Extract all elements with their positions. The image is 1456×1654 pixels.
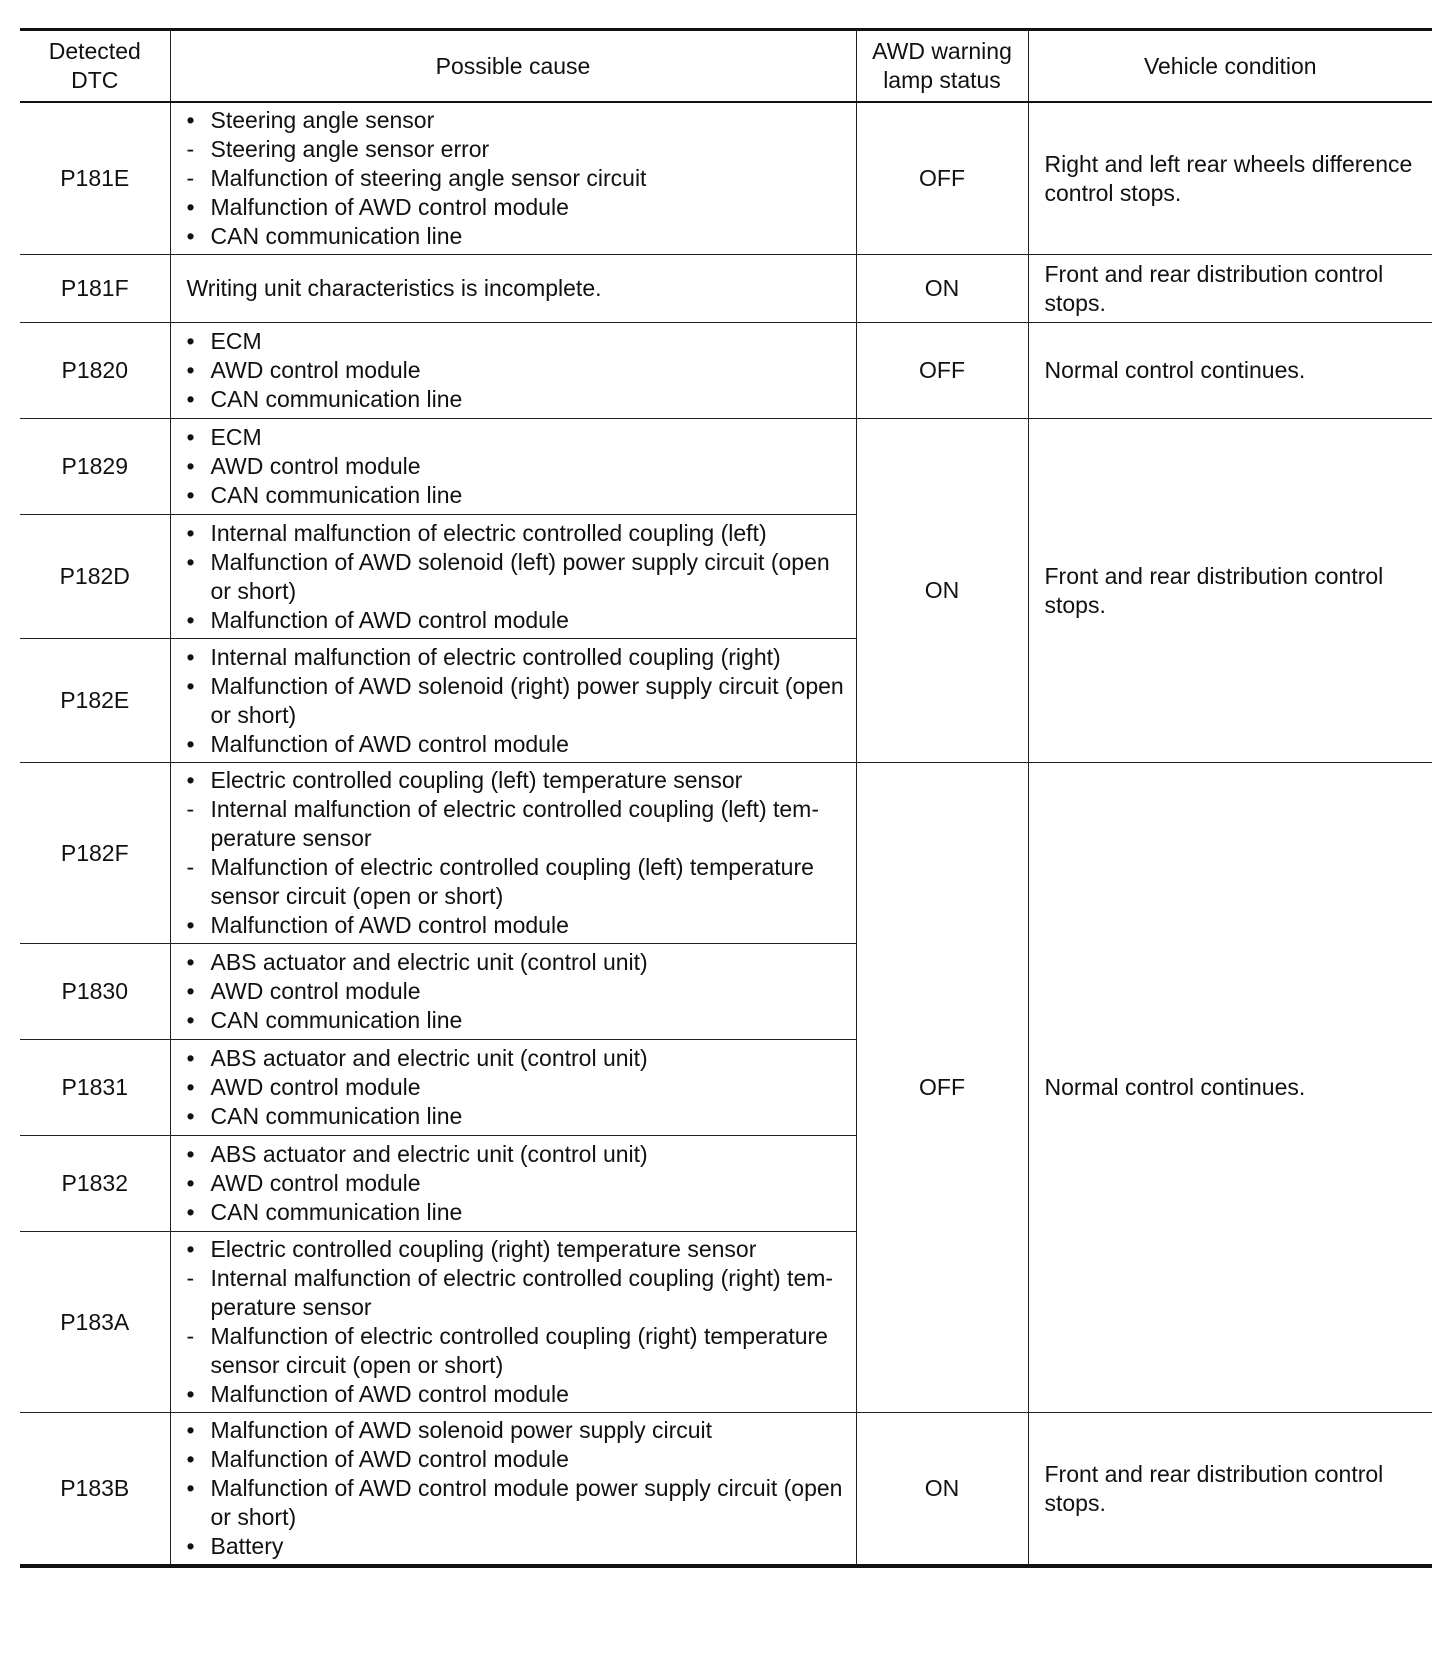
cause-item: [187, 911, 848, 940]
table-body: [20, 102, 1432, 1566]
bullet-marker: •: [186, 912, 195, 938]
header-dtc-line1: Detected: [48, 38, 141, 64]
cause-list: [187, 1044, 848, 1131]
cause-item: [187, 1416, 848, 1445]
vehicle-condition: Front and rear distribution control stops.: [1028, 1413, 1432, 1567]
dash-marker: -: [186, 1323, 195, 1349]
cause-item-text: ECM: [210, 424, 262, 450]
cause-item-text: Malfunction of AWD control module: [210, 1446, 569, 1472]
bullet-marker: •: [186, 978, 195, 1004]
table-row: [20, 102, 1432, 255]
bullet-marker: •: [186, 643, 195, 670]
lamp-status: OFF: [856, 102, 1028, 255]
cause-item: [187, 356, 848, 385]
bullet-marker: •: [186, 730, 195, 757]
header-lamp-line2: lamp status: [883, 67, 1001, 93]
cause-item-text: Internal malfunction of electric controlled coupling (left) tem-perature sensor: [210, 796, 820, 851]
cause-item: [187, 452, 848, 481]
bullet-marker: •: [186, 1007, 195, 1033]
cause-item: [187, 977, 848, 1006]
lamp-status: OFF: [856, 323, 1028, 419]
cause-item-text: Malfunction of AWD control module: [210, 194, 569, 220]
cause-item-text: AWD control module: [210, 1170, 421, 1196]
bullet-marker: •: [186, 519, 195, 546]
cause-item-text: CAN communication line: [210, 1103, 463, 1129]
cause-item: [187, 385, 848, 414]
vehicle-condition: Front and rear distribution control stops.: [1028, 419, 1432, 763]
header-cause: Possible cause: [170, 30, 856, 103]
bullet-marker: •: [186, 453, 195, 479]
dtc-code: P1831: [20, 1040, 170, 1136]
cause-item-text: Malfunction of AWD control module: [210, 1381, 569, 1407]
cause-item-text: ABS actuator and electric unit (control unit): [210, 1141, 648, 1167]
header-lamp-line1: AWD warning: [872, 38, 1012, 64]
bullet-marker: •: [186, 1103, 195, 1129]
lamp-status: ON: [856, 255, 1028, 323]
cause-list: [187, 948, 848, 1035]
possible-cause: [170, 255, 856, 323]
cause-item-text: AWD control module: [210, 453, 421, 479]
possible-cause: [170, 419, 856, 515]
bullet-marker: •: [186, 767, 195, 793]
sub-cause-item: [187, 1264, 848, 1322]
cause-item: [187, 1102, 848, 1131]
cause-list: [187, 1140, 848, 1227]
cause-list: [187, 423, 848, 510]
cause-list: [187, 519, 848, 635]
dtc-code: P1829: [20, 419, 170, 515]
dtc-code: P182E: [20, 639, 170, 763]
table-row: [20, 1413, 1432, 1567]
cause-item: [187, 423, 848, 452]
possible-cause: [170, 763, 856, 944]
bullet-marker: •: [186, 1533, 195, 1559]
table-row: [20, 323, 1432, 419]
cause-item-text: Malfunction of electric controlled coupling (right) temperature sensor circuit (open or short): [210, 1323, 828, 1378]
cause-item-text: CAN communication line: [210, 386, 463, 412]
table-row: [20, 255, 1432, 323]
cause-item-text: CAN communication line: [210, 482, 463, 508]
cause-item: [187, 766, 848, 795]
cause-list: [187, 327, 848, 414]
cause-item: [187, 481, 848, 510]
lamp-status: ON: [856, 419, 1028, 763]
sub-cause-item: [187, 853, 848, 911]
dtc-code: P183A: [20, 1232, 170, 1413]
possible-cause: [170, 1040, 856, 1136]
possible-cause: [170, 1136, 856, 1232]
bullet-marker: •: [186, 328, 195, 354]
bullet-marker: •: [186, 424, 195, 450]
bullet-marker: •: [186, 1170, 195, 1196]
cause-text: Writing unit characteristics is incomplete.: [186, 275, 602, 301]
cause-item: [187, 1140, 848, 1169]
cause-item-text: Malfunction of AWD control module: [210, 730, 569, 757]
dtc-code: P1820: [20, 323, 170, 419]
cause-item: [187, 106, 848, 135]
cause-item-text: Malfunction of AWD control module: [210, 912, 569, 938]
cause-item-text: Malfunction of AWD control module: [210, 606, 569, 633]
bullet-marker: •: [186, 107, 195, 133]
bullet-marker: •: [186, 1417, 195, 1443]
cause-item-text: AWD control module: [210, 1074, 421, 1100]
dtc-code: P1832: [20, 1136, 170, 1232]
bullet-marker: •: [186, 606, 195, 633]
cause-list: [187, 1416, 848, 1561]
bullet-marker: •: [186, 1199, 195, 1225]
cause-item-text: Electric controlled coupling (right) temperature sensor: [210, 1236, 757, 1262]
cause-item: [187, 1235, 848, 1264]
cause-item: [187, 1474, 848, 1532]
cause-item: [187, 548, 848, 606]
cause-item-text: Internal malfunction of electric controlled coupling (left): [210, 519, 767, 546]
dash-marker: -: [186, 1265, 195, 1291]
bullet-marker: •: [186, 357, 195, 383]
dash-marker: -: [186, 796, 195, 822]
dash-marker: -: [186, 165, 195, 191]
header-dtc-line2: DTC: [71, 67, 119, 93]
bullet-marker: •: [186, 548, 195, 575]
dtc-code: P182D: [20, 515, 170, 639]
vehicle-condition: Normal control continues.: [1028, 763, 1432, 1413]
cause-item: [187, 1169, 848, 1198]
cause-item-text: Internal malfunction of electric controlled coupling (right): [210, 643, 781, 670]
dtc-code: P182F: [20, 763, 170, 944]
cause-item: [187, 1532, 848, 1561]
cause-item: [187, 193, 848, 222]
cause-item: [187, 1073, 848, 1102]
possible-cause: [170, 102, 856, 255]
dtc-code: P181E: [20, 102, 170, 255]
cause-item: [187, 730, 848, 759]
sub-cause-item: [187, 795, 848, 853]
cause-item-text: Steering angle sensor error: [210, 136, 490, 162]
bullet-marker: •: [186, 223, 195, 249]
vehicle-condition: Right and left rear wheels difference control stops.: [1028, 102, 1432, 255]
cause-list: [187, 766, 848, 940]
dtc-code: P1830: [20, 944, 170, 1040]
cause-item-text: Malfunction of AWD solenoid (left) power supply circuit (open or short): [210, 548, 830, 604]
cause-item: [187, 643, 848, 672]
header-row: [20, 30, 1432, 103]
dtc-code: P183B: [20, 1413, 170, 1567]
dtc-table: [20, 28, 1432, 1568]
cause-item: [187, 672, 848, 730]
vehicle-condition: Front and rear distribution control stops.: [1028, 255, 1432, 323]
cause-item: [187, 948, 848, 977]
bullet-marker: •: [186, 1074, 195, 1100]
bullet-marker: •: [186, 482, 195, 508]
vehicle-condition: Normal control continues.: [1028, 323, 1432, 419]
bullet-marker: •: [186, 672, 195, 699]
lamp-status: OFF: [856, 763, 1028, 1413]
cause-item: [187, 519, 848, 548]
cause-item: [187, 1445, 848, 1474]
cause-item-text: Malfunction of AWD solenoid (right) power supply circuit (open or short): [210, 672, 844, 728]
possible-cause: [170, 944, 856, 1040]
cause-item-text: Electric controlled coupling (left) temperature sensor: [210, 767, 743, 793]
cause-item: [187, 1044, 848, 1073]
cause-item-text: AWD control module: [210, 978, 421, 1004]
cause-item-text: CAN communication line: [210, 1007, 463, 1033]
table-row: [20, 419, 1432, 515]
sub-cause-item: [187, 135, 848, 164]
bullet-marker: •: [186, 949, 195, 975]
bullet-marker: •: [186, 1381, 195, 1407]
cause-item-text: ECM: [210, 328, 262, 354]
cause-item-text: Malfunction of AWD control module power supply circuit (open or short): [210, 1475, 843, 1530]
bullet-marker: •: [186, 1475, 195, 1501]
cause-item: [187, 606, 848, 635]
possible-cause: [170, 1232, 856, 1413]
possible-cause: [170, 639, 856, 763]
bullet-marker: •: [186, 386, 195, 412]
possible-cause: [170, 323, 856, 419]
bullet-marker: •: [186, 1045, 195, 1071]
table-row: [20, 763, 1432, 944]
header-dtc: [20, 30, 170, 103]
dtc-code: P181F: [20, 255, 170, 323]
cause-item-text: ABS actuator and electric unit (control unit): [210, 1045, 648, 1071]
lamp-status: ON: [856, 1413, 1028, 1567]
cause-item-text: CAN communication line: [210, 1199, 463, 1225]
cause-item: [187, 222, 848, 251]
cause-item-text: Malfunction of steering angle sensor circuit: [210, 165, 647, 191]
cause-item: [187, 1380, 848, 1409]
cause-list: [187, 643, 848, 759]
header-lamp: [856, 30, 1028, 103]
cause-item-text: CAN communication line: [210, 223, 463, 249]
dash-marker: -: [186, 854, 195, 880]
cause-item-text: AWD control module: [210, 357, 421, 383]
cause-item-text: Malfunction of AWD solenoid power supply circuit: [210, 1417, 713, 1443]
cause-item-text: ABS actuator and electric unit (control unit): [210, 949, 648, 975]
cause-list: [187, 106, 848, 251]
cause-item-text: Battery: [210, 1533, 284, 1559]
sub-cause-item: [187, 164, 848, 193]
cause-list: [187, 1235, 848, 1409]
sub-cause-item: [187, 1322, 848, 1380]
dash-marker: -: [186, 136, 195, 162]
possible-cause: [170, 1413, 856, 1567]
cause-item: [187, 1198, 848, 1227]
header-condition: Vehicle condition: [1028, 30, 1432, 103]
cause-item-text: Malfunction of electric controlled coupling (left) temperature sensor circuit (open or short): [210, 854, 814, 909]
cause-item-text: Steering angle sensor: [210, 107, 435, 133]
cause-item: [187, 327, 848, 356]
bullet-marker: •: [186, 1446, 195, 1472]
bullet-marker: •: [186, 1141, 195, 1167]
cause-item-text: Internal malfunction of electric controlled coupling (right) tem-perature sensor: [210, 1265, 834, 1320]
bullet-marker: •: [186, 1236, 195, 1262]
possible-cause: [170, 515, 856, 639]
bullet-marker: •: [186, 194, 195, 220]
cause-item: [187, 1006, 848, 1035]
